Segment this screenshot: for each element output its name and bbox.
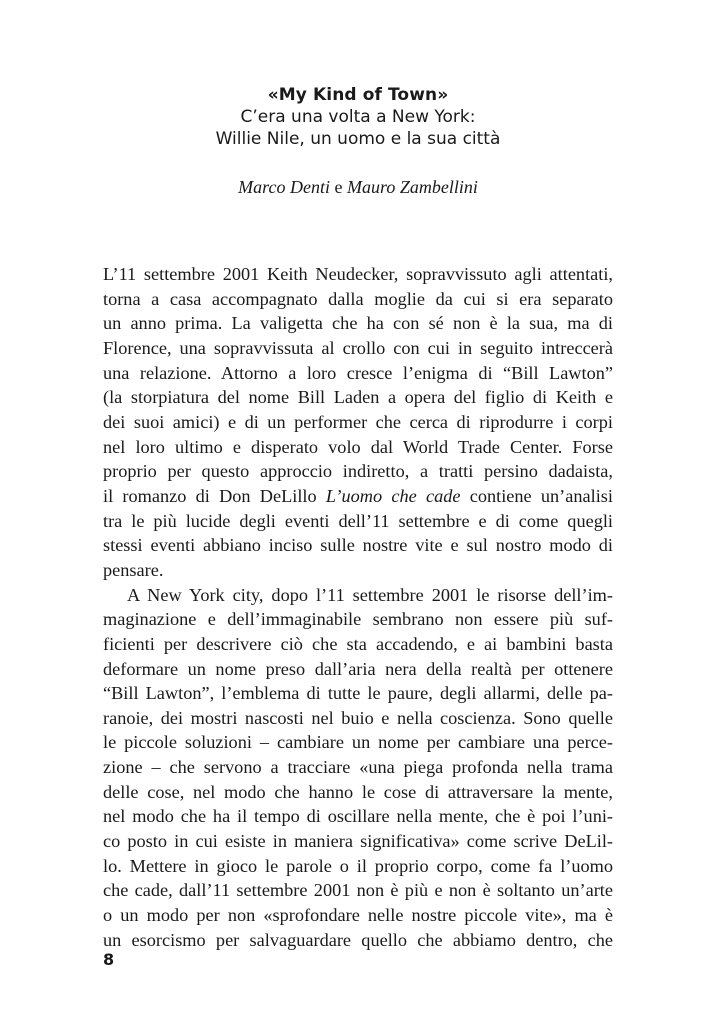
text-line: le piccole soluzioni – cambiare un nome per cambiare una perce- (103, 732, 613, 753)
text-line: una relazione. Attorno a loro cresce l’enigma di “Bill Lawton” (103, 362, 613, 383)
text-line: tra le più lucide degli eventi dell’11 settembre e di come quegli (103, 510, 613, 531)
text-line: zione – che servono a tracciare «una piega profonda nella trama (103, 757, 613, 778)
page-number: 8 (103, 950, 115, 969)
text-line: delle cose, nel modo che hanno le cose di attraversare la mente, (103, 781, 613, 802)
text-line: L’11 settembre 2001 Keith Neudecker, sopravvissuto agli attentati, (103, 264, 613, 284)
text-fragment: il romanzo di Don DeLillo (103, 485, 326, 506)
text-line: Florence, una sopravvissuta al crollo con cui in seguito intreccerà (103, 337, 613, 358)
text-line: un anno prima. La valigetta che ha con sé non è la sua, ma di (103, 313, 613, 334)
text-line-with-book-title (103, 484, 613, 509)
chapter-subtitle-line-1: C’era una volta a New York: (240, 107, 476, 127)
text-line: deformare un nome preso dall’aria nera della realtà per ottenere (103, 658, 613, 679)
text-line: (la storpiatura del nome Bill Laden a opera del figlio di Keith e (103, 387, 613, 408)
text-line: A New York city, dopo l’11 settembre 2001 le risorse dell’im- (127, 584, 613, 605)
text-line: proprio per questo approccio indiretto, a tratti persino dadaista, (103, 461, 613, 482)
author-name-1: Marco Denti (238, 177, 330, 197)
chapter-header (0, 84, 716, 150)
chapter-title: «My Kind of Town» (267, 85, 449, 105)
text-line: pensare. (103, 559, 164, 580)
text-line: maginazione e dell’immaginabile sembrano non essere più suf- (103, 609, 613, 630)
text-line: un esorcismo per salvaguardare quello che abbiamo dentro, che (103, 929, 613, 950)
author-name-2: Mauro Zambellini (346, 177, 478, 197)
text-line: lo. Mettere in gioco le parole o il proprio corpo, come fa l’uomo (103, 855, 613, 876)
text-line: ficienti per descrivere ciò che sta accadendo, e ai bambini basta (103, 633, 613, 654)
chapter-subtitle-line-2: Willie Nile, un uomo e la sua città (215, 129, 501, 149)
text-line: che cade, dall’11 settembre 2001 non è più e non è soltanto un’arte (103, 880, 613, 901)
text-fragment: contiene un’analisi (460, 485, 613, 506)
text-line: nel loro ultimo e disperato volo dal World Trade Center. Forse (103, 436, 613, 457)
body-text (103, 262, 613, 952)
text-line: ranoie, dei mostri nascosti nel buio e nella coscienza. Sono quelle (103, 707, 613, 728)
authors-line (0, 176, 716, 198)
text-line: o un modo per non «sprofondare nelle nostre piccole vite», ma è (103, 905, 613, 926)
text-line: dei suoi amici) e di un performer che cerca di riprodurre i corpi (103, 411, 613, 432)
text-line: nel modo che ha il tempo di oscillare nella mente, che è poi l’uni- (103, 806, 613, 827)
text-line: “Bill Lawton”, l’emblema di tutte le paure, degli allarmi, delle pa- (103, 683, 613, 704)
authors-conjunction: e (334, 177, 343, 197)
text-line: co posto in cui esiste in maniera significativa» come scrive DeLil- (103, 831, 613, 852)
book-title: L’uomo che cade (325, 485, 461, 506)
text-line: torna a casa accompagnato dalla moglie da cui si era separato (103, 288, 613, 309)
text-line: stessi eventi abbiano inciso sulle nostre vite e sul nostro modo di (103, 535, 613, 556)
